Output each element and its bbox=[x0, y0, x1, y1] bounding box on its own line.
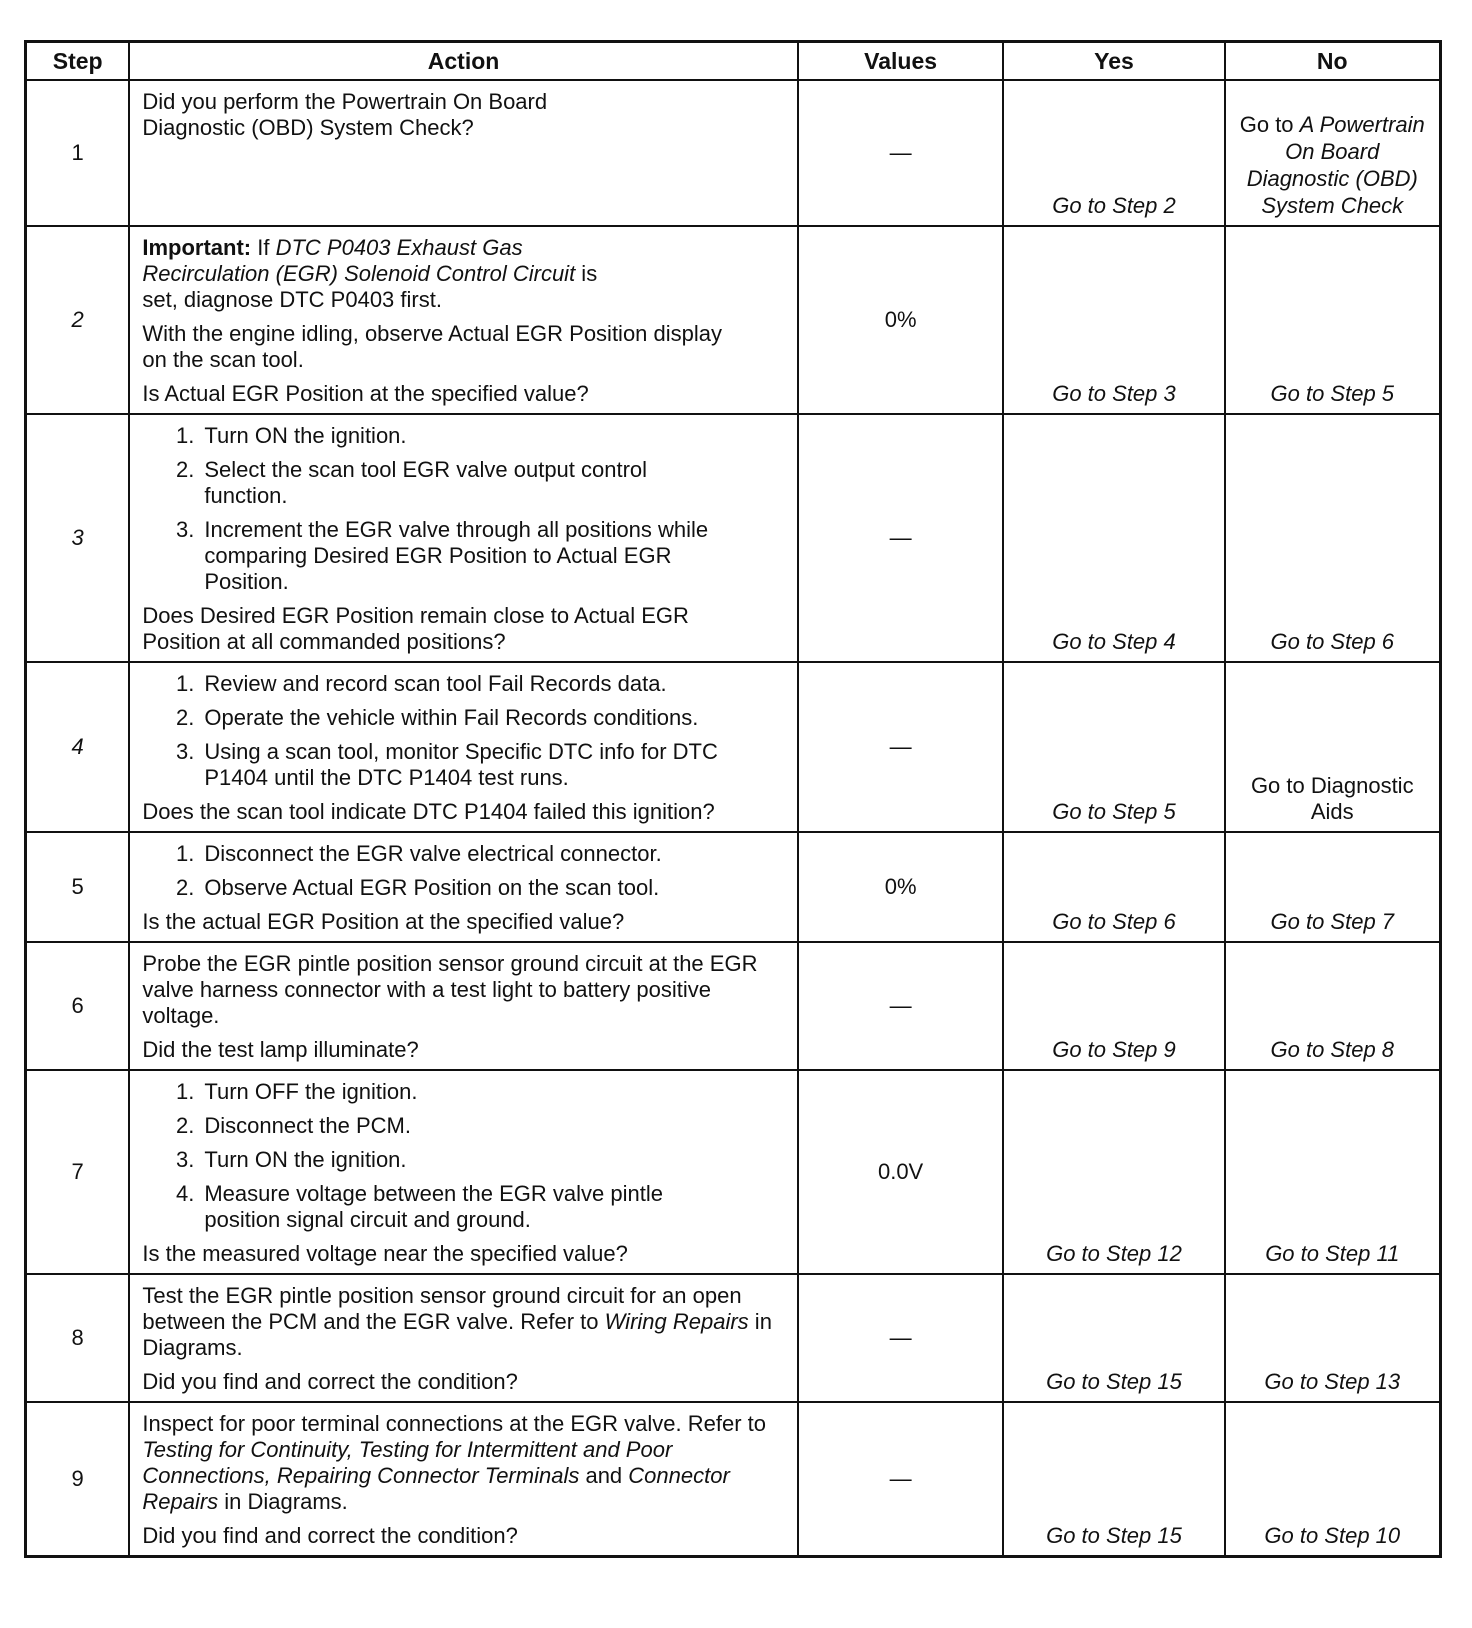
header-action: Action bbox=[129, 42, 797, 81]
list-item-text: Select the scan tool EGR valve output control function. bbox=[204, 457, 648, 508]
action-question: Is the measured voltage near the specified value? bbox=[142, 1241, 628, 1266]
list-item: 1. Disconnect the EGR valve electrical connector. bbox=[142, 841, 786, 867]
list-item: 2. Select the scan tool EGR valve output control function. bbox=[142, 457, 786, 509]
header-values: Values bbox=[798, 42, 1004, 81]
reference-link-text: Connector Repairs bbox=[142, 1463, 730, 1514]
table-row bbox=[26, 942, 1441, 1070]
list-item: 2. Operate the vehicle within Fail Records conditions. bbox=[142, 705, 786, 731]
action-cell bbox=[129, 662, 797, 832]
list-item: 3. Turn ON the ignition. bbox=[142, 1147, 786, 1173]
value-cell: 0% bbox=[798, 832, 1004, 942]
action-question: Is Actual EGR Position at the specified value? bbox=[142, 381, 589, 406]
action-cell bbox=[129, 942, 797, 1070]
action-cell bbox=[129, 1402, 797, 1557]
action-question: Did the test lamp illuminate? bbox=[142, 1037, 419, 1062]
action-cell bbox=[129, 414, 797, 662]
yes-cell: Go to Step 6 bbox=[1003, 832, 1224, 942]
value-cell: — bbox=[798, 662, 1004, 832]
list-item-text: Turn OFF the ignition. bbox=[204, 1079, 418, 1104]
diagnostic-table bbox=[24, 40, 1442, 1558]
reference-link-text: Wiring Repairs bbox=[604, 1309, 749, 1334]
value-cell: — bbox=[798, 1274, 1004, 1402]
list-item: 3. Increment the EGR valve through all positions while comparing Desired EGR Position to Actual EGR Position. bbox=[142, 517, 786, 595]
yes-cell: Go to Step 9 bbox=[1003, 942, 1224, 1070]
yes-cell: Go to Step 5 bbox=[1003, 662, 1224, 832]
list-item-text: Disconnect the EGR valve electrical connector. bbox=[204, 841, 662, 866]
no-cell: Go to Step 13 bbox=[1225, 1274, 1441, 1402]
list-item-text: Turn ON the ignition. bbox=[204, 1147, 407, 1172]
step-number: 6 bbox=[26, 942, 130, 1070]
reference-link-text: Testing for Continuity, Testing for Intermittent and Poor Connections, Repairing Connector Terminals bbox=[142, 1437, 673, 1488]
yes-cell: Go to Step 2 bbox=[1003, 80, 1224, 226]
action-text-part: and bbox=[579, 1463, 629, 1488]
list-item: 1. Turn OFF the ignition. bbox=[142, 1079, 786, 1105]
action-question: Does the scan tool indicate DTC P1404 failed this ignition? bbox=[142, 799, 715, 824]
action-cell bbox=[129, 80, 797, 226]
list-item-text: Increment the EGR valve through all positions while comparing Desired EGR Position to Actual EGR Position. bbox=[204, 517, 709, 594]
table-row bbox=[26, 414, 1441, 662]
table-header-row bbox=[26, 42, 1441, 81]
action-list bbox=[142, 1079, 786, 1233]
step-number: 9 bbox=[26, 1402, 130, 1557]
step-number: 7 bbox=[26, 1070, 130, 1274]
action-question: Did you find and correct the condition? bbox=[142, 1369, 518, 1394]
no-cell: Go to Step 11 bbox=[1225, 1070, 1441, 1274]
important-note bbox=[142, 235, 786, 313]
header-step: Step bbox=[26, 42, 130, 81]
action-text: Did you perform the Powertrain On Board Diagnostic (OBD) System Check? bbox=[142, 89, 548, 140]
no-cell: Go to Step 6 bbox=[1225, 414, 1441, 662]
important-label: Important: bbox=[142, 235, 252, 260]
action-question: Is the actual EGR Position at the specified value? bbox=[142, 909, 625, 934]
table-row bbox=[26, 662, 1441, 832]
table-row bbox=[26, 1070, 1441, 1274]
list-item: 1. Turn ON the ignition. bbox=[142, 423, 786, 449]
list-item-text: Operate the vehicle within Fail Records conditions. bbox=[204, 705, 699, 730]
list-item-text: Using a scan tool, monitor Specific DTC info for DTC P1404 until the DTC P1404 test runs. bbox=[204, 739, 718, 790]
action-text-part: in Diagrams. bbox=[218, 1489, 348, 1514]
value-cell: — bbox=[798, 414, 1004, 662]
list-item-text: Disconnect the PCM. bbox=[204, 1113, 411, 1138]
list-item: 2. Observe Actual EGR Position on the scan tool. bbox=[142, 875, 786, 901]
yes-cell: Go to Step 3 bbox=[1003, 226, 1224, 414]
dtc-reference: DTC P0403 Exhaust Gas Recirculation (EGR) Solenoid Control Circuit bbox=[142, 235, 576, 286]
action-question: Does Desired EGR Position remain close to Actual EGR Position at all commanded positions? bbox=[142, 603, 689, 654]
action-text-part: in Diagrams. bbox=[142, 1309, 772, 1360]
yes-cell: Go to Step 15 bbox=[1003, 1402, 1224, 1557]
list-item-text: Measure voltage between the EGR valve pintle position signal circuit and ground. bbox=[204, 1181, 663, 1232]
no-text: Go to bbox=[1239, 112, 1300, 137]
header-no: No bbox=[1225, 42, 1441, 81]
step-number: 4 bbox=[26, 662, 130, 832]
no-cell: Go to Step 7 bbox=[1225, 832, 1441, 942]
action-text: With the engine idling, observe Actual EGR Position display on the scan tool. bbox=[142, 321, 723, 372]
list-item-text: Observe Actual EGR Position on the scan tool. bbox=[204, 875, 660, 900]
value-cell: — bbox=[798, 942, 1004, 1070]
table-row bbox=[26, 832, 1441, 942]
action-cell bbox=[129, 1070, 797, 1274]
no-link-text: A Powertrain On Board Diagnostic (OBD) System Check bbox=[1246, 112, 1425, 218]
value-cell: 0.0V bbox=[798, 1070, 1004, 1274]
table-row bbox=[26, 80, 1441, 226]
important-text: If bbox=[251, 235, 276, 260]
table-row bbox=[26, 1274, 1441, 1402]
list-item: 2. Disconnect the PCM. bbox=[142, 1113, 786, 1139]
action-text bbox=[142, 1283, 786, 1361]
header-yes: Yes bbox=[1003, 42, 1224, 81]
action-list bbox=[142, 671, 786, 791]
list-item: 4. Measure voltage between the EGR valve pintle position signal circuit and ground. bbox=[142, 1181, 786, 1233]
step-number: 3 bbox=[26, 414, 130, 662]
action-text: Probe the EGR pintle position sensor ground circuit at the EGR valve harness connector with a test light to battery positive voltage. bbox=[142, 951, 758, 1028]
value-cell: — bbox=[798, 1402, 1004, 1557]
value-cell: 0% bbox=[798, 226, 1004, 414]
yes-cell: Go to Step 15 bbox=[1003, 1274, 1224, 1402]
list-item: 3. Using a scan tool, monitor Specific DTC info for DTC P1404 until the DTC P1404 test runs. bbox=[142, 739, 786, 791]
list-item: 1. Review and record scan tool Fail Records data. bbox=[142, 671, 786, 697]
value-cell: — bbox=[798, 80, 1004, 226]
table-row bbox=[26, 1402, 1441, 1557]
action-list bbox=[142, 423, 786, 595]
action-text bbox=[142, 1411, 786, 1515]
yes-cell: Go to Step 12 bbox=[1003, 1070, 1224, 1274]
step-number: 5 bbox=[26, 832, 130, 942]
action-list bbox=[142, 841, 786, 901]
no-cell: Go to Step 5 bbox=[1225, 226, 1441, 414]
no-cell: Go to Step 10 bbox=[1225, 1402, 1441, 1557]
list-item-text: Turn ON the ignition. bbox=[204, 423, 407, 448]
action-text-part: Inspect for poor terminal connections at the EGR valve. Refer to bbox=[142, 1411, 766, 1436]
action-cell bbox=[129, 226, 797, 414]
step-number: 8 bbox=[26, 1274, 130, 1402]
action-cell bbox=[129, 832, 797, 942]
action-question: Did you find and correct the condition? bbox=[142, 1523, 518, 1548]
yes-cell: Go to Step 4 bbox=[1003, 414, 1224, 662]
no-cell: Go to Diagnostic Aids bbox=[1225, 662, 1441, 832]
step-number: 2 bbox=[26, 226, 130, 414]
action-text-part: Test the EGR pintle position sensor ground circuit for an open between the PCM and the EGR valve. Refer to bbox=[142, 1283, 742, 1334]
no-cell bbox=[1225, 80, 1441, 226]
action-cell bbox=[129, 1274, 797, 1402]
important-text-end: is set, diagnose DTC P0403 first. bbox=[142, 261, 598, 312]
table-row bbox=[26, 226, 1441, 414]
list-item-text: Review and record scan tool Fail Records data. bbox=[204, 671, 667, 696]
no-cell: Go to Step 8 bbox=[1225, 942, 1441, 1070]
step-number: 1 bbox=[26, 80, 130, 226]
